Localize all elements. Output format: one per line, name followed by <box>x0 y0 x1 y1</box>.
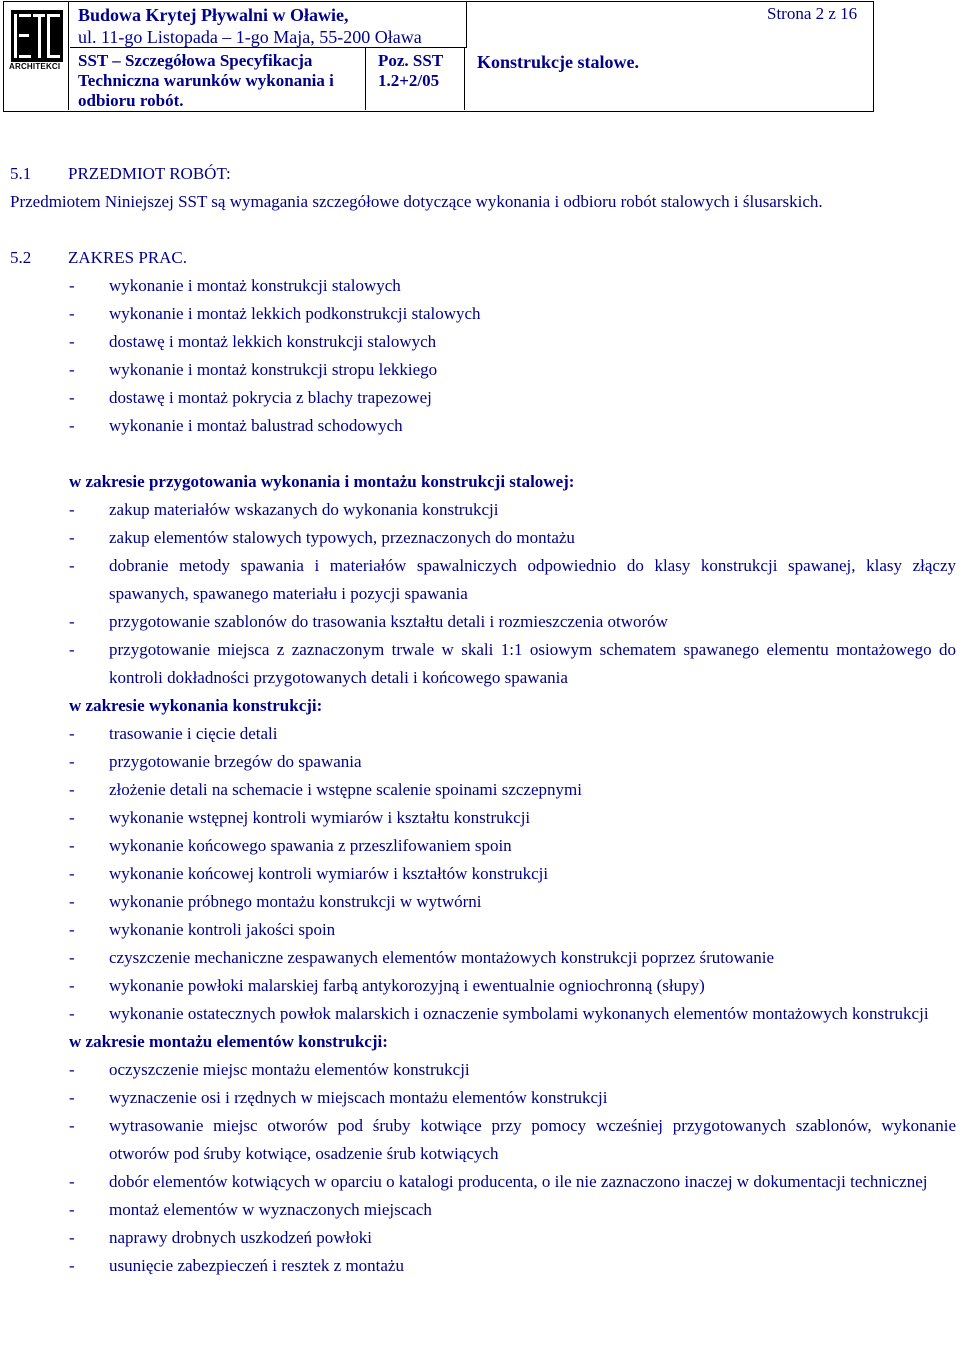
logo-cell <box>4 2 69 110</box>
list-item: - wykonanie ostatecznych powłok malarskich i oznaczenie symbolami wykonanych elementów montażowych konstrukcji <box>69 1000 956 1028</box>
subsection-heading: w zakresie przygotowania wykonania i montażu konstrukcji stalowej: <box>69 472 575 491</box>
section-heading <box>10 244 956 272</box>
sst-cell <box>70 48 366 110</box>
mount-list <box>10 1056 956 1280</box>
project-address: ul. 11-go Listopada – 1-go Maja, 55-200 Oława <box>78 27 422 47</box>
list-item: - wykonanie końcowej kontroli wymiarów i kształtów konstrukcji <box>69 860 956 888</box>
list-item: - dobranie metody spawania i materiałów spawalniczych odpowiednio do klasy konstrukcji spawanej, klasy złączy spawanych, spawanego materiału i pozycji spawania <box>69 552 956 608</box>
page-cell <box>466 2 871 48</box>
sst-line-2: Techniczna warunków wykonania i <box>78 71 334 90</box>
document-body <box>10 160 956 1280</box>
list-item: - wykonanie kontroli jakości spoin <box>69 916 956 944</box>
list-item: - wytrasowanie miejsc otworów pod śruby kotwiące przy pomocy wcześniej przygotowanych szablonów, wykonanie otworów pod śruby kotwiące, osadzenie śrub kotwiących <box>69 1112 956 1168</box>
subsection-heading: w zakresie wykonania konstrukcji: <box>69 696 323 715</box>
document-header <box>3 1 874 112</box>
section-heading <box>10 160 956 188</box>
sst-line-1: SST – Szczegółowa Specyfikacja <box>78 51 313 70</box>
list-item: - wykonanie powłoki malarskiej farbą antykorozyjną i ewentualnie ogniochronną (słupy) <box>69 972 956 1000</box>
list-item: - przygotowanie miejsca z zaznaczonym trwale w skali 1:1 osiowym schematem spawanego elementu montażowego do kontroli dokładności przygotowanych detali i końcowego spawania <box>69 636 956 692</box>
section-paragraph: Przedmiotem Niniejszej SST są wymagania szczegółowe dotyczące wykonania i odbioru robót stalowych i ślusarskich. <box>10 192 823 211</box>
list-item: - dostawę i montaż pokrycia z blachy trapezowej <box>69 384 956 412</box>
section-number: 5.1 <box>10 164 32 183</box>
list-item: - złożenie detali na schemacie i wstępne scalenie spoinami szczepnymi <box>69 776 956 804</box>
list-item: - dostawę i montaż lekkich konstrukcji stalowych <box>69 328 956 356</box>
document-title: Konstrukcje stalowe. <box>477 52 639 72</box>
title-cell <box>465 48 871 110</box>
list-item: - montaż elementów w wyznaczonych miejscach <box>69 1196 956 1224</box>
list-item: - wykonanie próbnego montażu konstrukcji w wytwórni <box>69 888 956 916</box>
poz-value: 1.2+2/05 <box>378 71 440 90</box>
exec-list <box>10 720 956 1028</box>
list-item: - oczyszczenie miejsc montażu elementów konstrukcji <box>69 1056 956 1084</box>
list-item: - przygotowanie brzegów do spawania <box>69 748 956 776</box>
section-number: 5.2 <box>10 248 32 267</box>
list-item: - wykonanie końcowego spawania z przeszlifowaniem spoin <box>69 832 956 860</box>
list-item: - zakup elementów stalowych typowych, przeznaczonych do montażu <box>69 524 956 552</box>
poz-label: Poz. SST <box>378 51 444 70</box>
list-item: - wykonanie i montaż lekkich podkonstrukcji stalowych <box>69 300 956 328</box>
logo-word: ARCHITEKCI <box>9 62 61 71</box>
list-item: - usunięcie zabezpieczeń i resztek z montażu <box>69 1252 956 1280</box>
list-item: - wykonanie i montaż konstrukcji stalowych <box>69 272 956 300</box>
list-item: - wykonanie i montaż konstrukcji stropu lekkiego <box>69 356 956 384</box>
list-item: - wykonanie i montaż balustrad schodowych <box>69 412 956 440</box>
section-title: ZAKRES PRAC. <box>68 248 188 267</box>
list-item: - zakup materiałów wskazanych do wykonania konstrukcji <box>69 496 956 524</box>
list-item: - naprawy drobnych uszkodzeń powłoki <box>69 1224 956 1252</box>
list-item: - czyszczenie mechaniczne zespawanych elementów montażowych konstrukcji poprzez śrutowanie <box>69 944 956 972</box>
list-item: - wyznaczenie osi i rzędnych w miejscach montażu elementów konstrukcji <box>69 1084 956 1112</box>
list-item: - wykonanie wstępnej kontroli wymiarów i kształtu konstrukcji <box>69 804 956 832</box>
section-title: PRZEDMIOT ROBÓT: <box>68 164 231 183</box>
project-name: Budowa Krytej Pływalni w Oławie, <box>78 5 349 25</box>
list-item: - dobór elementów kotwiących w oparciu o katalogi producenta, o ile nie zaznaczono inaczej w dokumentacji technicznej <box>69 1168 956 1196</box>
prep-list <box>10 496 956 692</box>
poz-cell <box>366 48 465 110</box>
list-item: - trasowanie i cięcie detali <box>69 720 956 748</box>
project-cell <box>70 2 466 48</box>
sst-line-3: odbioru robót. <box>78 91 184 110</box>
etc-logo-icon <box>11 10 63 62</box>
page-number: Strona 2 z 16 <box>767 4 858 23</box>
scope-list <box>10 272 956 440</box>
list-item: - przygotowanie szablonów do trasowania kształtu detali i rozmieszczenia otworów <box>69 608 956 636</box>
subsection-heading: w zakresie montażu elementów konstrukcji: <box>69 1032 388 1051</box>
